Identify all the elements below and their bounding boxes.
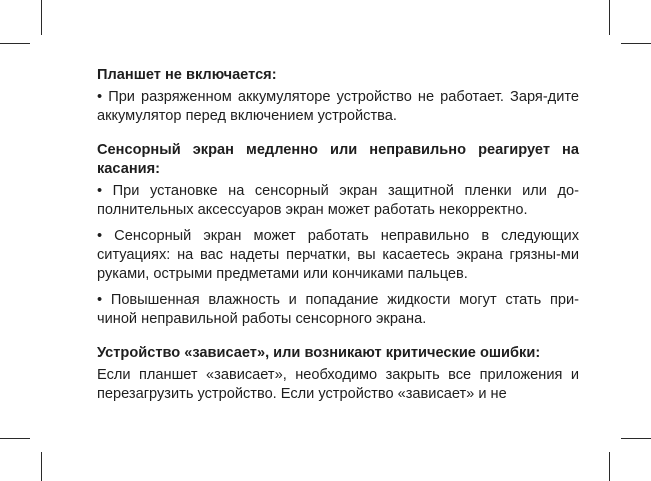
- section-device-freezes: [97, 344, 579, 404]
- section-paragraph: • Повышенная влажность и попадание жидкости могут стать при-чиной неправильной работы сенсорного экрана.: [97, 292, 579, 327]
- crop-mark-bottom-left-vertical: [41, 452, 42, 481]
- crop-mark-bottom-right-vertical: [609, 452, 610, 481]
- crop-mark-top-left-vertical: [41, 0, 42, 35]
- troubleshooting-content: [97, 66, 579, 419]
- section-paragraph: Если планшет «зависает», необходимо закрыть все приложения и перезагрузить устройство. Если устройство «зависает» и не: [97, 367, 579, 402]
- crop-mark-top-left-horizontal: [0, 43, 30, 44]
- section-touchscreen-issues: [97, 141, 579, 329]
- crop-mark-top-right-horizontal: [621, 43, 651, 44]
- crop-mark-bottom-left-horizontal: [0, 438, 30, 439]
- section-heading: Планшет не включается:: [97, 67, 277, 83]
- section-tablet-not-turning-on: [97, 66, 579, 126]
- section-heading: Устройство «зависает», или возникают критические ошибки:: [97, 345, 541, 361]
- section-paragraph: • При разряженном аккумуляторе устройство не работает. Заря-дите аккумулятор перед включением устройства.: [97, 89, 579, 124]
- crop-mark-top-right-vertical: [609, 0, 610, 35]
- section-heading: Сенсорный экран медленно или неправильно реагирует на касания:: [97, 142, 579, 177]
- section-paragraph: • При установке на сенсорный экран защитной пленки или до-полнительных аксессуаров экран может работать некорректно.: [97, 183, 579, 218]
- crop-mark-bottom-right-horizontal: [621, 438, 651, 439]
- section-paragraph: • Сенсорный экран может работать неправильно в следующих ситуациях: на вас надеты перчатки, вы касаетесь экрана грязны-ми руками, острыми предметами или кончиками пальцев.: [97, 228, 579, 282]
